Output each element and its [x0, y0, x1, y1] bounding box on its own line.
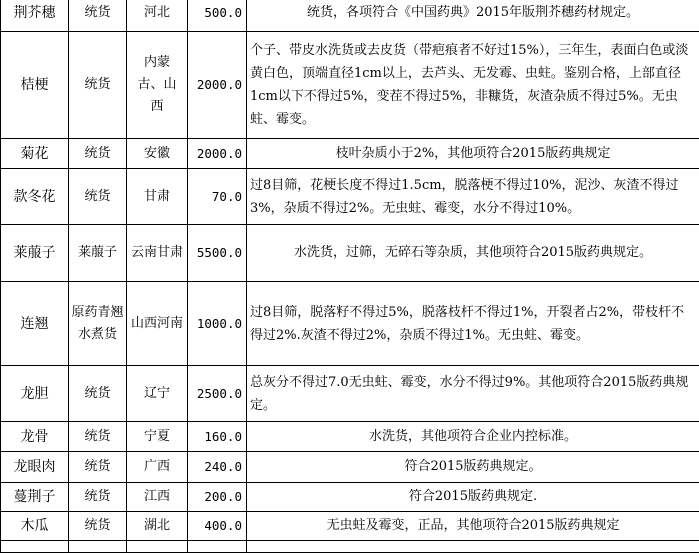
- herb-spec: 过8目筛，脱落籽不得过5%，脱落枝杆不得过1%，开裂者占2%，带枝杆不得过2%.灰渣不得过2%，杂质不得过1%。无虫蛀、霉变。: [247, 282, 699, 366]
- table-row: [1, 282, 699, 366]
- herb-grade: 统货: [69, 452, 127, 483]
- herb-name: 龙眼肉: [1, 452, 69, 483]
- table-row: [1, 0, 699, 32]
- herb-name: 款冬花: [1, 169, 69, 225]
- herb-price: 2500.0: [188, 366, 247, 422]
- herb-spec: 总灰分不得过7.0无虫蛀、霉变，水分不得过9%。其他项符合2015版药典规定。: [247, 366, 699, 422]
- herb-spec: 符合2015版药典规定.: [247, 483, 699, 512]
- herb-name: 菊花: [1, 139, 69, 169]
- table-row: [1, 541, 699, 553]
- herb-origin: 广西: [127, 452, 188, 483]
- table-row: [1, 422, 699, 452]
- herb-origin: 安徽: [127, 139, 188, 169]
- table-row: [1, 512, 699, 541]
- herb-spec: 水洗货，过筛，无碎石等杂质，其他项符合2015版药典规定。: [247, 225, 699, 282]
- herb-grade: 统货: [69, 483, 127, 512]
- herb-grade: 统货: [69, 0, 127, 32]
- table-row: [1, 225, 699, 282]
- herb-spec: 枝叶杂质小于2%，其他项符合2015版药典规定: [247, 139, 699, 169]
- herb-price: 2000.0: [188, 32, 247, 139]
- empty-cell: [1, 541, 69, 553]
- herb-name: 木瓜: [1, 512, 69, 541]
- herb-price: 70.0: [188, 169, 247, 225]
- herb-origin: 湖北: [127, 512, 188, 541]
- herb-name: 连翘: [1, 282, 69, 366]
- herb-spec: 个子、带皮水洗货或去皮货（带疤痕者不好过15%），三年生，表面白色或淡黄白色，顶端直径1cm以上，去芦头、无发霉、虫蛀。鉴别合格，上部直径1cm以下不得过5%，变茬不得过5%，非糠货，灰渣杂质不得过5%。无虫蛀、霉变。: [247, 32, 699, 139]
- herb-spec: 水洗货，其他项符合企业内控标准。: [247, 422, 699, 452]
- herb-grade: 原药青翘水煮货: [69, 282, 127, 366]
- herb-origin: 河北: [127, 0, 188, 32]
- herb-spec: 无虫蛀及霉变，正品，其他项符合2015版药典规定: [247, 512, 699, 541]
- herb-grade: 统货: [69, 139, 127, 169]
- empty-cell: [188, 541, 247, 553]
- herb-price: 1000.0: [188, 282, 247, 366]
- herb-grade: 统货: [69, 32, 127, 139]
- herb-grade: 统货: [69, 512, 127, 541]
- herb-name: 龙骨: [1, 422, 69, 452]
- table-row: [1, 32, 699, 139]
- herb-name: 莱菔子: [1, 225, 69, 282]
- herb-origin: 辽宁: [127, 366, 188, 422]
- herb-spec: 过8目筛，花梗长度不得过1.5cm，脱落梗不得过10%，泥沙、灰渣不得过3%，杂质不得过2%。无虫蛀、霉变，水分不得过10%。: [247, 169, 699, 225]
- herb-origin: 山西河南: [127, 282, 188, 366]
- table-row: [1, 483, 699, 512]
- empty-cell: [127, 541, 188, 553]
- herb-grade: 统货: [69, 366, 127, 422]
- herb-name: 荆芥穗: [1, 0, 69, 32]
- herb-price: 500.0: [188, 0, 247, 32]
- herb-spec: 符合2015版药典规定。: [247, 452, 699, 483]
- herb-name: 桔梗: [1, 32, 69, 139]
- herb-origin: 宁夏: [127, 422, 188, 452]
- herb-price: 400.0: [188, 512, 247, 541]
- herb-grade: 统货: [69, 422, 127, 452]
- herb-price: 2000.0: [188, 139, 247, 169]
- herb-price: 240.0: [188, 452, 247, 483]
- herb-origin: 云南甘肃: [127, 225, 188, 282]
- table-row: [1, 139, 699, 169]
- herb-spec: 统货，各项符合《中国药典》2015年版荆芥穗药材规定。: [247, 0, 699, 32]
- herb-price: 200.0: [188, 483, 247, 512]
- herb-name: 龙胆: [1, 366, 69, 422]
- herb-price: 5500.0: [188, 225, 247, 282]
- herb-grade: 统货: [69, 169, 127, 225]
- table-row: [1, 366, 699, 422]
- table-row: [1, 169, 699, 225]
- empty-cell: [247, 541, 699, 553]
- herb-origin: 江西: [127, 483, 188, 512]
- herb-origin: 内蒙古、山西: [127, 32, 188, 139]
- table-row: [1, 452, 699, 483]
- herb-origin: 甘肃: [127, 169, 188, 225]
- herb-grade: 莱菔子: [69, 225, 127, 282]
- herb-price: 160.0: [188, 422, 247, 452]
- empty-cell: [69, 541, 127, 553]
- herb-name: 蔓荆子: [1, 483, 69, 512]
